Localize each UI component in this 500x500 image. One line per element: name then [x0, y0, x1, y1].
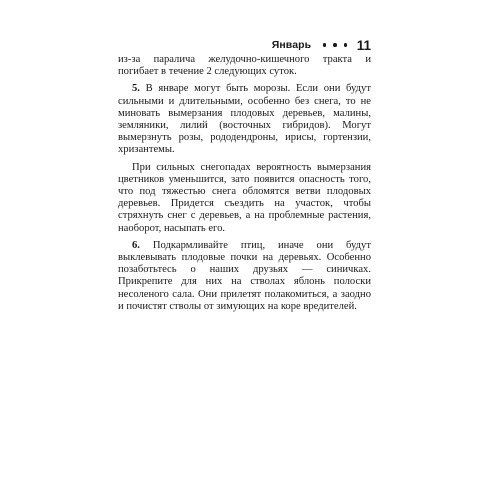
- paragraph-text: При сильных снегопадах вероятность вымерзания цветников уменьшится, зато появится опасность того, что под тяжестью снега обломятся ветви плодовых деревьев. Придется съездить на участок, чтобы стряхнуть снег с деревьев, а на проблемные растения, наоборот, насыпать его.: [118, 161, 371, 234]
- paragraph-item-6: [118, 240, 371, 313]
- body-text: [118, 54, 371, 313]
- paragraph-snowfall: [118, 162, 371, 235]
- paragraph-continuation: [118, 54, 371, 78]
- section-title: Январь: [271, 39, 312, 51]
- page-number: 11: [356, 37, 371, 53]
- dot-icon: [333, 43, 337, 47]
- paragraph-text: Подкармливайте птиц, иначе они будут выклевывать плодовые почки на деревьях. Особенно позаботьтесь о наших друзьях — синичках. Прикрепите для них на стволах яблонь полоски несоленого сала. Они прилетят полакомиться, а заодно и почистят стволы от зимующих на коре вредителей.: [118, 239, 371, 312]
- paragraph-item-5: [118, 83, 371, 156]
- paragraph-text: В январе могут быть морозы. Если они будут сильными и длительными, особенно без снега, то не миновать вымерзания плодовых деревьев, малины, земляники, лилий (восточных гибридов). Могут вымерзнуть розы, рододендроны, ирисы, гортензии, хризантемы.: [118, 83, 371, 156]
- item-number: 5.: [132, 83, 140, 95]
- item-number: 6.: [132, 239, 140, 251]
- running-header: [118, 38, 371, 52]
- dot-icon: [344, 43, 348, 47]
- dot-icon: [323, 43, 327, 47]
- header-dots-ornament: [319, 43, 351, 47]
- paragraph-text: из-за паралича желудочно-кишечного тракта и погибает в течение 2 следующих суток.: [118, 54, 371, 78]
